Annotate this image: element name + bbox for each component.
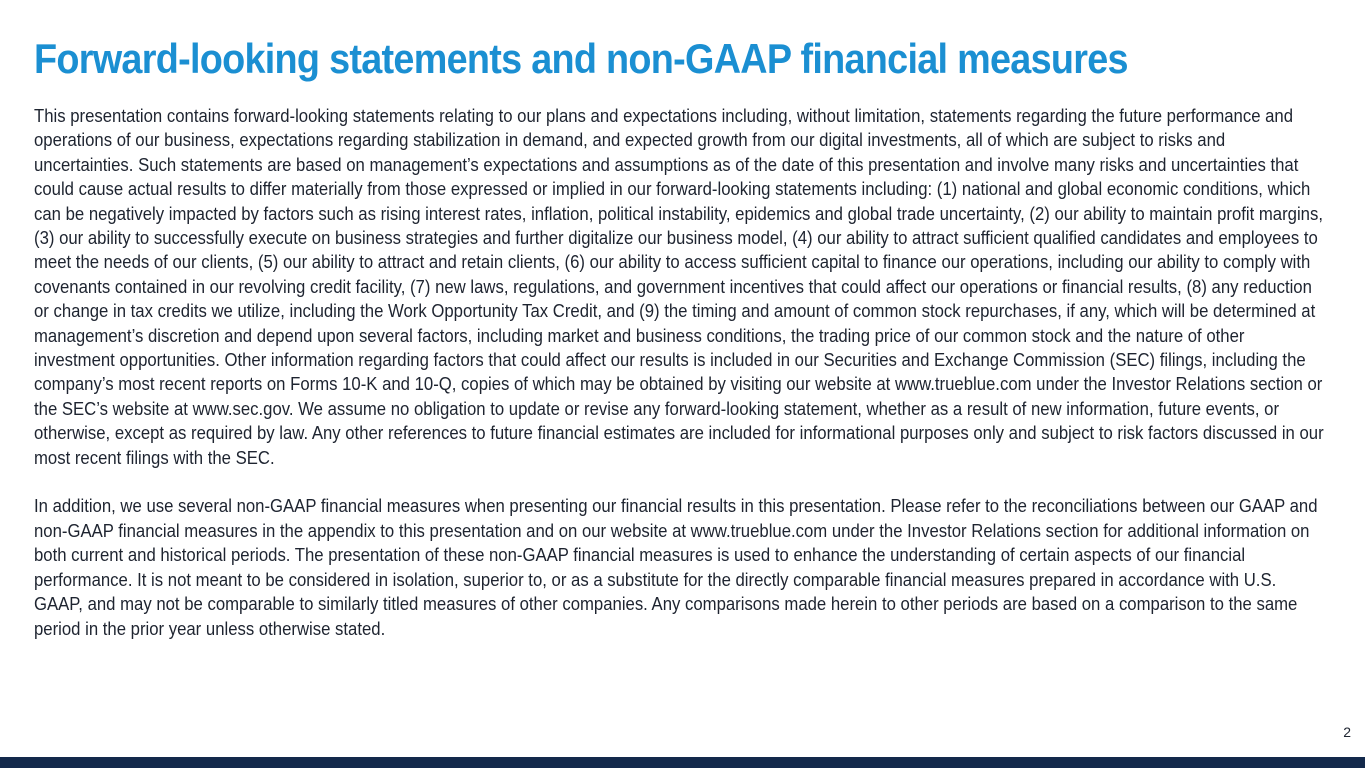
- non-gaap-measures-paragraph: In addition, we use several non-GAAP financial measures when presenting our financial results in this presentation. Please refer to the reconciliations between our GAAP and non-GAAP financial measures in the appendix to this presentation and on our website at www.trueblue.com under the Investor Relations section for additional information on both current and historical periods. The presentation of these non-GAAP financial measures is used to enhance the understanding of certain aspects of our financial performance. It is not meant to be considered in isolation, superior to, or as a substitute for the directly comparable financial measures prepared in accordance with U.S. GAAP, and may not be comparable to similarly titled measures of other companies. Any comparisons made herein to other periods are based on a comparison to the same period in the prior year unless otherwise stated.: [34, 495, 1318, 639]
- forward-looking-statements-paragraph: This presentation contains forward-looking statements relating to our plans and expectations including, without limitation, statements regarding the future performance and operations of our business, expectations regarding stabilization in demand, and expected growth from our digital investments, all of which are subject to risks and uncertainties. Such statements are based on management’s expectations and assumptions as of the date of this presentation and involve many risks and uncertainties that could cause actual results to differ materially from those expressed or implied in our forward-looking statements including: (1) national and global economic conditions, which can be negatively impacted by factors such as rising interest rates, inflation, political instability, epidemics and global trade uncertainty, (2) our ability to maintain profit margins, (3) our ability to successfully execute on business strategies and further digitalize our business model, (4) our ability to attract sufficient qualified candidates and employees to meet the needs of our clients, (5) our ability to attract and retain clients, (6) our ability to access sufficient capital to finance our operations, including our ability to comply with covenants contained in our revolving credit facility, (7) new laws, regulations, and government incentives that could affect our operations or financial results, (8) any reduction or change in tax credits we utilize, including the Work Opportunity Tax Credit, and (9) the timing and amount of common stock repurchases, if any, which will be determined at management’s discretion and depend upon several factors, including market and business conditions, the trading price of our common stock and the nature of other investment opportunities. Other information regarding factors that could affect our results is included in our Securities and Exchange Commission (SEC) filings, including the company’s most recent reports on Forms 10-K and 10-Q, copies of which may be obtained by visiting our website at www.trueblue.com under the Investor Relations section or the SEC’s website at www.sec.gov. We assume no obligation to update or revise any forward-looking statement, whether as a result of new information, future events, or otherwise, except as required by law. Any other references to future financial estimates are included for informational purposes only and subject to risk factors discussed in our most recent filings with the SEC.: [34, 105, 1324, 468]
- footer-bar: [0, 757, 1365, 768]
- page-number: 2: [1343, 724, 1351, 740]
- slide-title: Forward-looking statements and non-GAAP financial measures: [34, 35, 1128, 82]
- slide-body: [34, 104, 1329, 641]
